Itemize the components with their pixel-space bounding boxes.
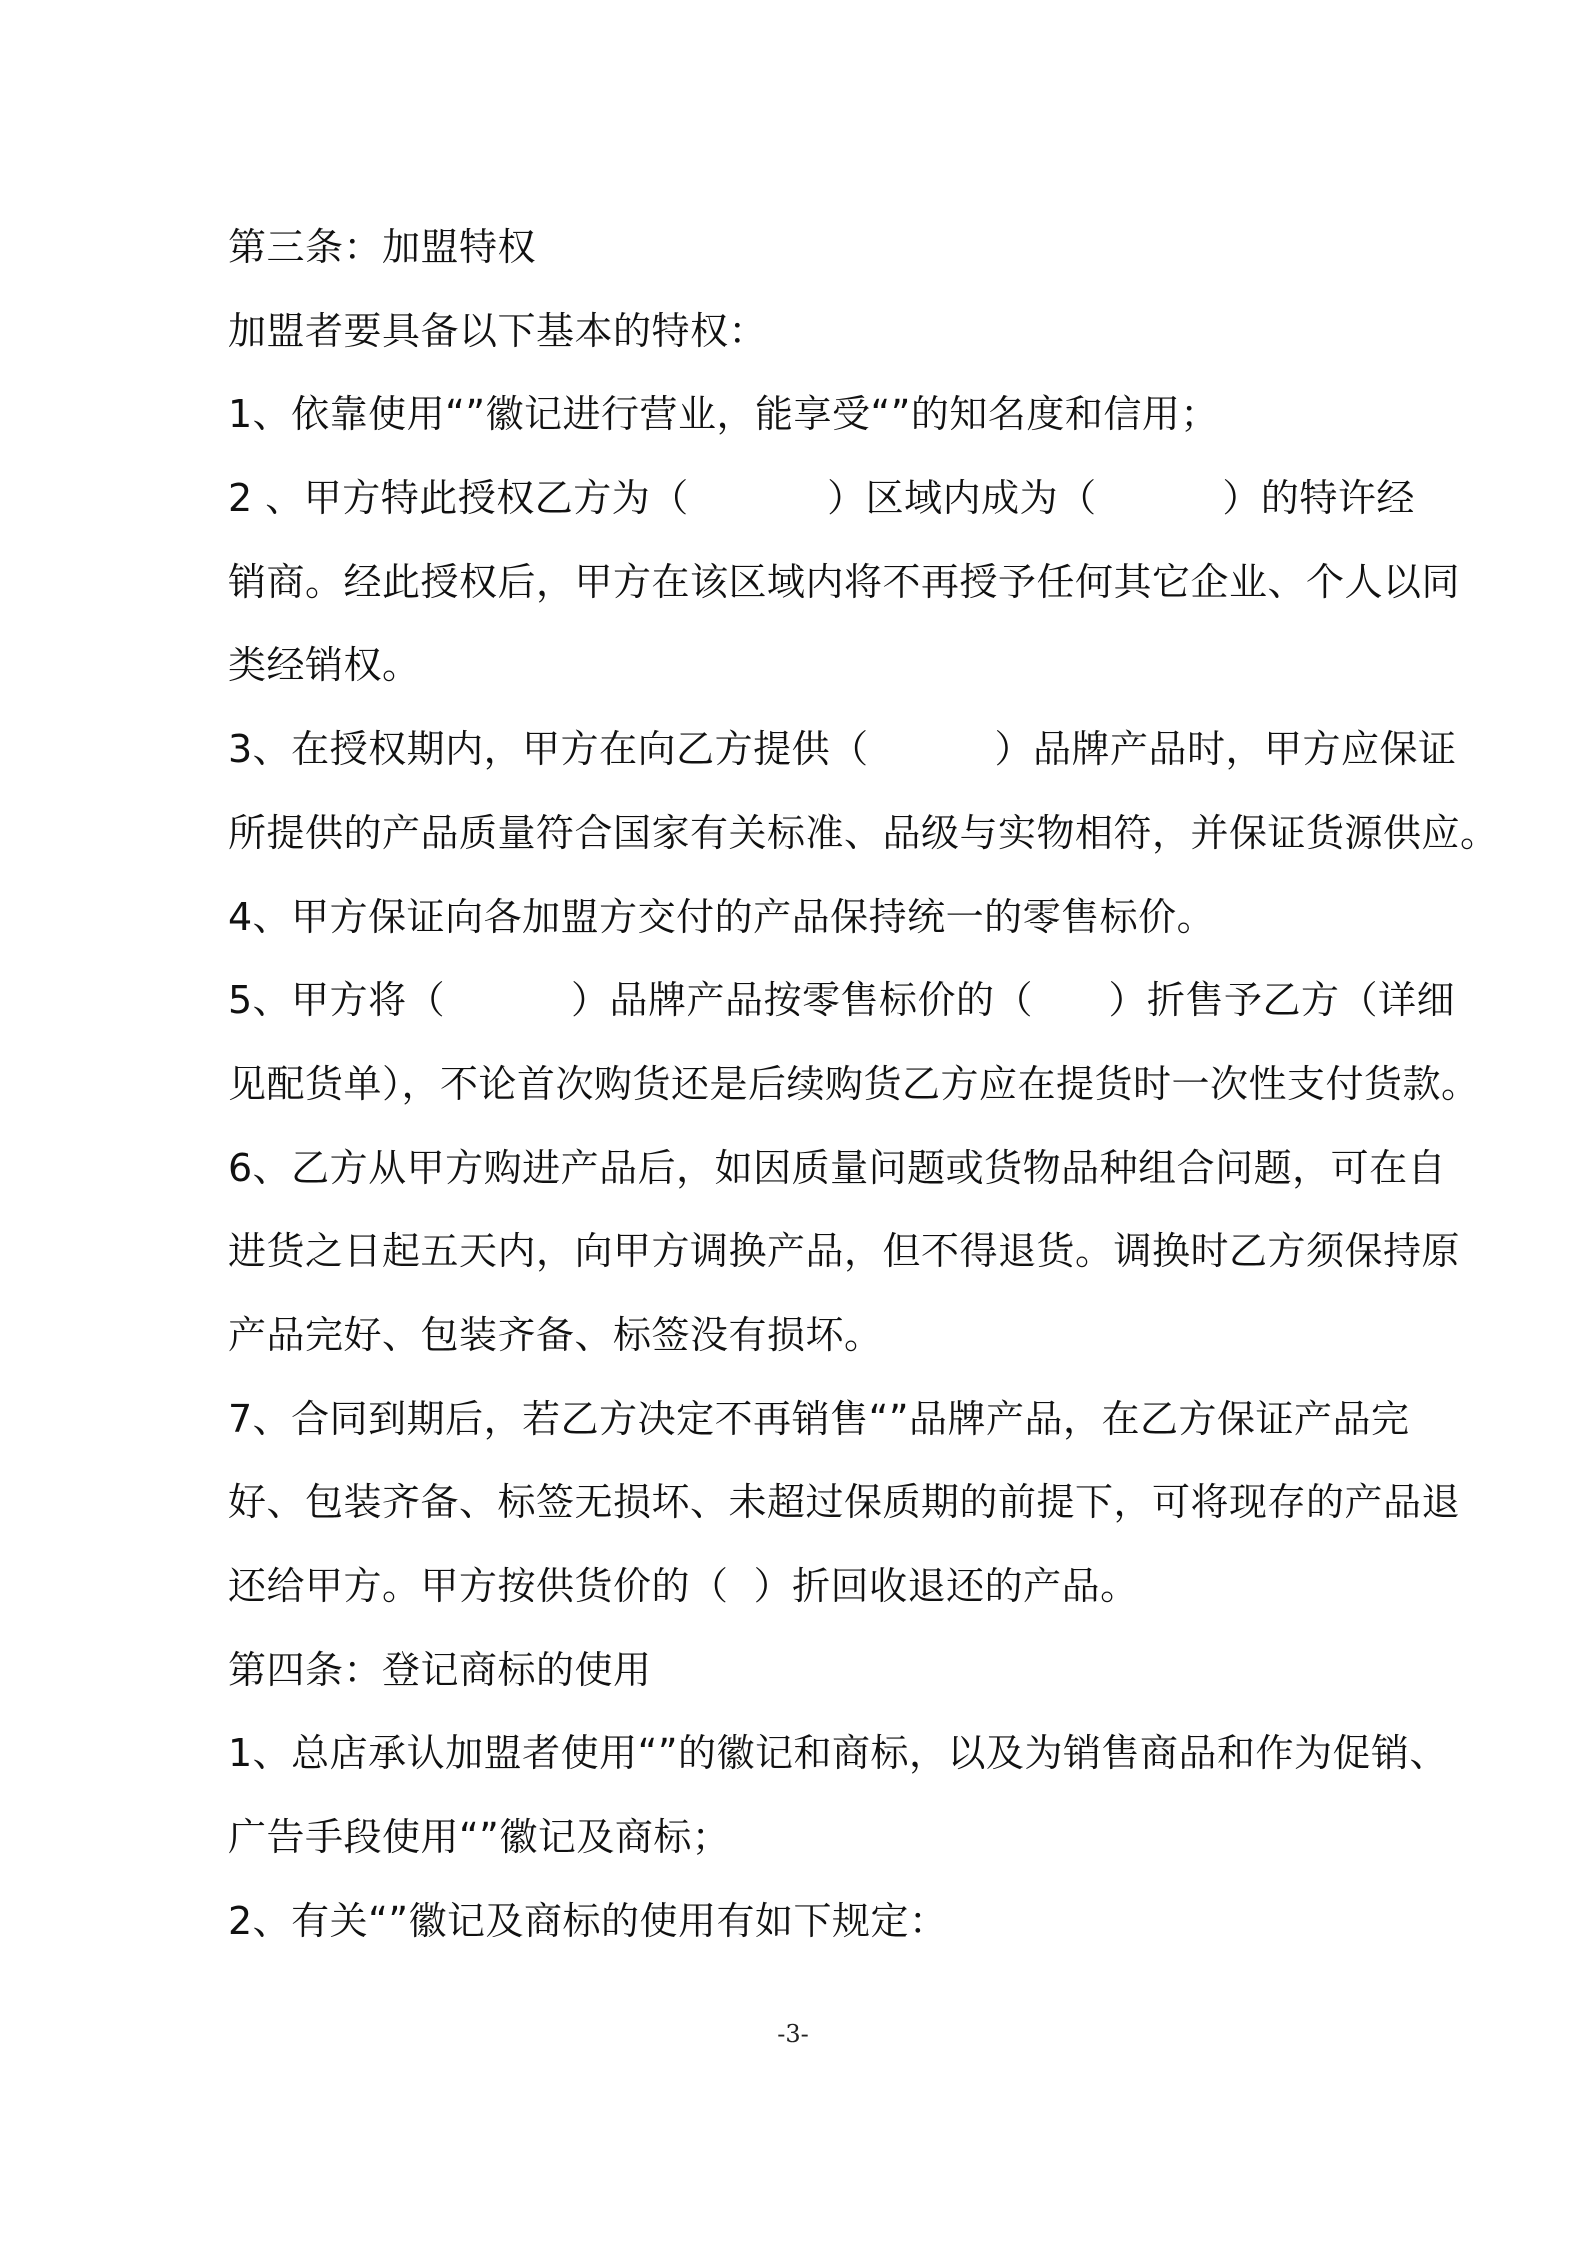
text-line: 还给甲方。甲方按供货价的（ ）折回收退还的产品。 bbox=[228, 1564, 1139, 1608]
document-body bbox=[228, 206, 1499, 1963]
page-number: -3- bbox=[777, 2020, 809, 2048]
text-line: 类经销权。 bbox=[228, 643, 421, 688]
text-line: 广告手段使用“”徽记及商标； bbox=[228, 1815, 731, 1860]
text-line: 1、依靠使用“”徽记进行营业，能享受“”的知名度和信用； bbox=[228, 392, 1219, 437]
text-line: 销商。经此授权后，甲方在该区域内将不再授予任何其它企业、个人以同 bbox=[228, 559, 1461, 604]
text-line: 1、总店承认加盟者使用“”的徽记和商标，以及为销售商品和作为促销、 bbox=[228, 1731, 1449, 1776]
text-line: 3、在授权期内，甲方在向乙方提供（ ）品牌产品时，甲方应保证 bbox=[228, 727, 1457, 772]
text-line: 产品完好、包装齐备、标签没有损坏。 bbox=[228, 1312, 883, 1357]
text-line: 2、有关“”徽记及商标的使用有如下规定： bbox=[228, 1898, 948, 1943]
text-line: 所提供的产品质量符合国家有关标准、品级与实物相符，并保证货源供应。 bbox=[228, 810, 1499, 855]
article-3-heading: 第三条：加盟特权 bbox=[228, 225, 537, 269]
text-line: 4、甲方保证向各加盟方交付的产品保持统一的零售标价。 bbox=[228, 894, 1216, 939]
text-line: 进货之日起五天内，向甲方调换产品，但不得退货。调换时乙方须保持原 bbox=[228, 1229, 1461, 1274]
text-line: 6、乙方从甲方购进产品后，如因质量问题或货物品种组合问题，可在自 bbox=[228, 1145, 1447, 1190]
text-line: 好、包装齐备、标签无损坏、未超过保质期的前提下，可将现存的产品退 bbox=[228, 1480, 1461, 1525]
text-line: 2 、甲方特此授权乙方为（ ）区域内成为（ ）的特许经 bbox=[228, 476, 1415, 521]
text-line: 见配货单），不论首次购货还是后续购货乙方应在提货时一次性支付货款。 bbox=[228, 1061, 1480, 1106]
text-line: 加盟者要具备以下基本的特权： bbox=[228, 308, 768, 353]
text-line: 7、合同到期后，若乙方决定不再销售“”品牌产品，在乙方保证产品完 bbox=[228, 1396, 1410, 1441]
text-line: 5、甲方将（ ）品牌产品按零售标价的（ ）折售予乙方（详细 bbox=[228, 978, 1455, 1023]
article-4-heading: 第四条：登记商标的使用 bbox=[228, 1647, 652, 1692]
